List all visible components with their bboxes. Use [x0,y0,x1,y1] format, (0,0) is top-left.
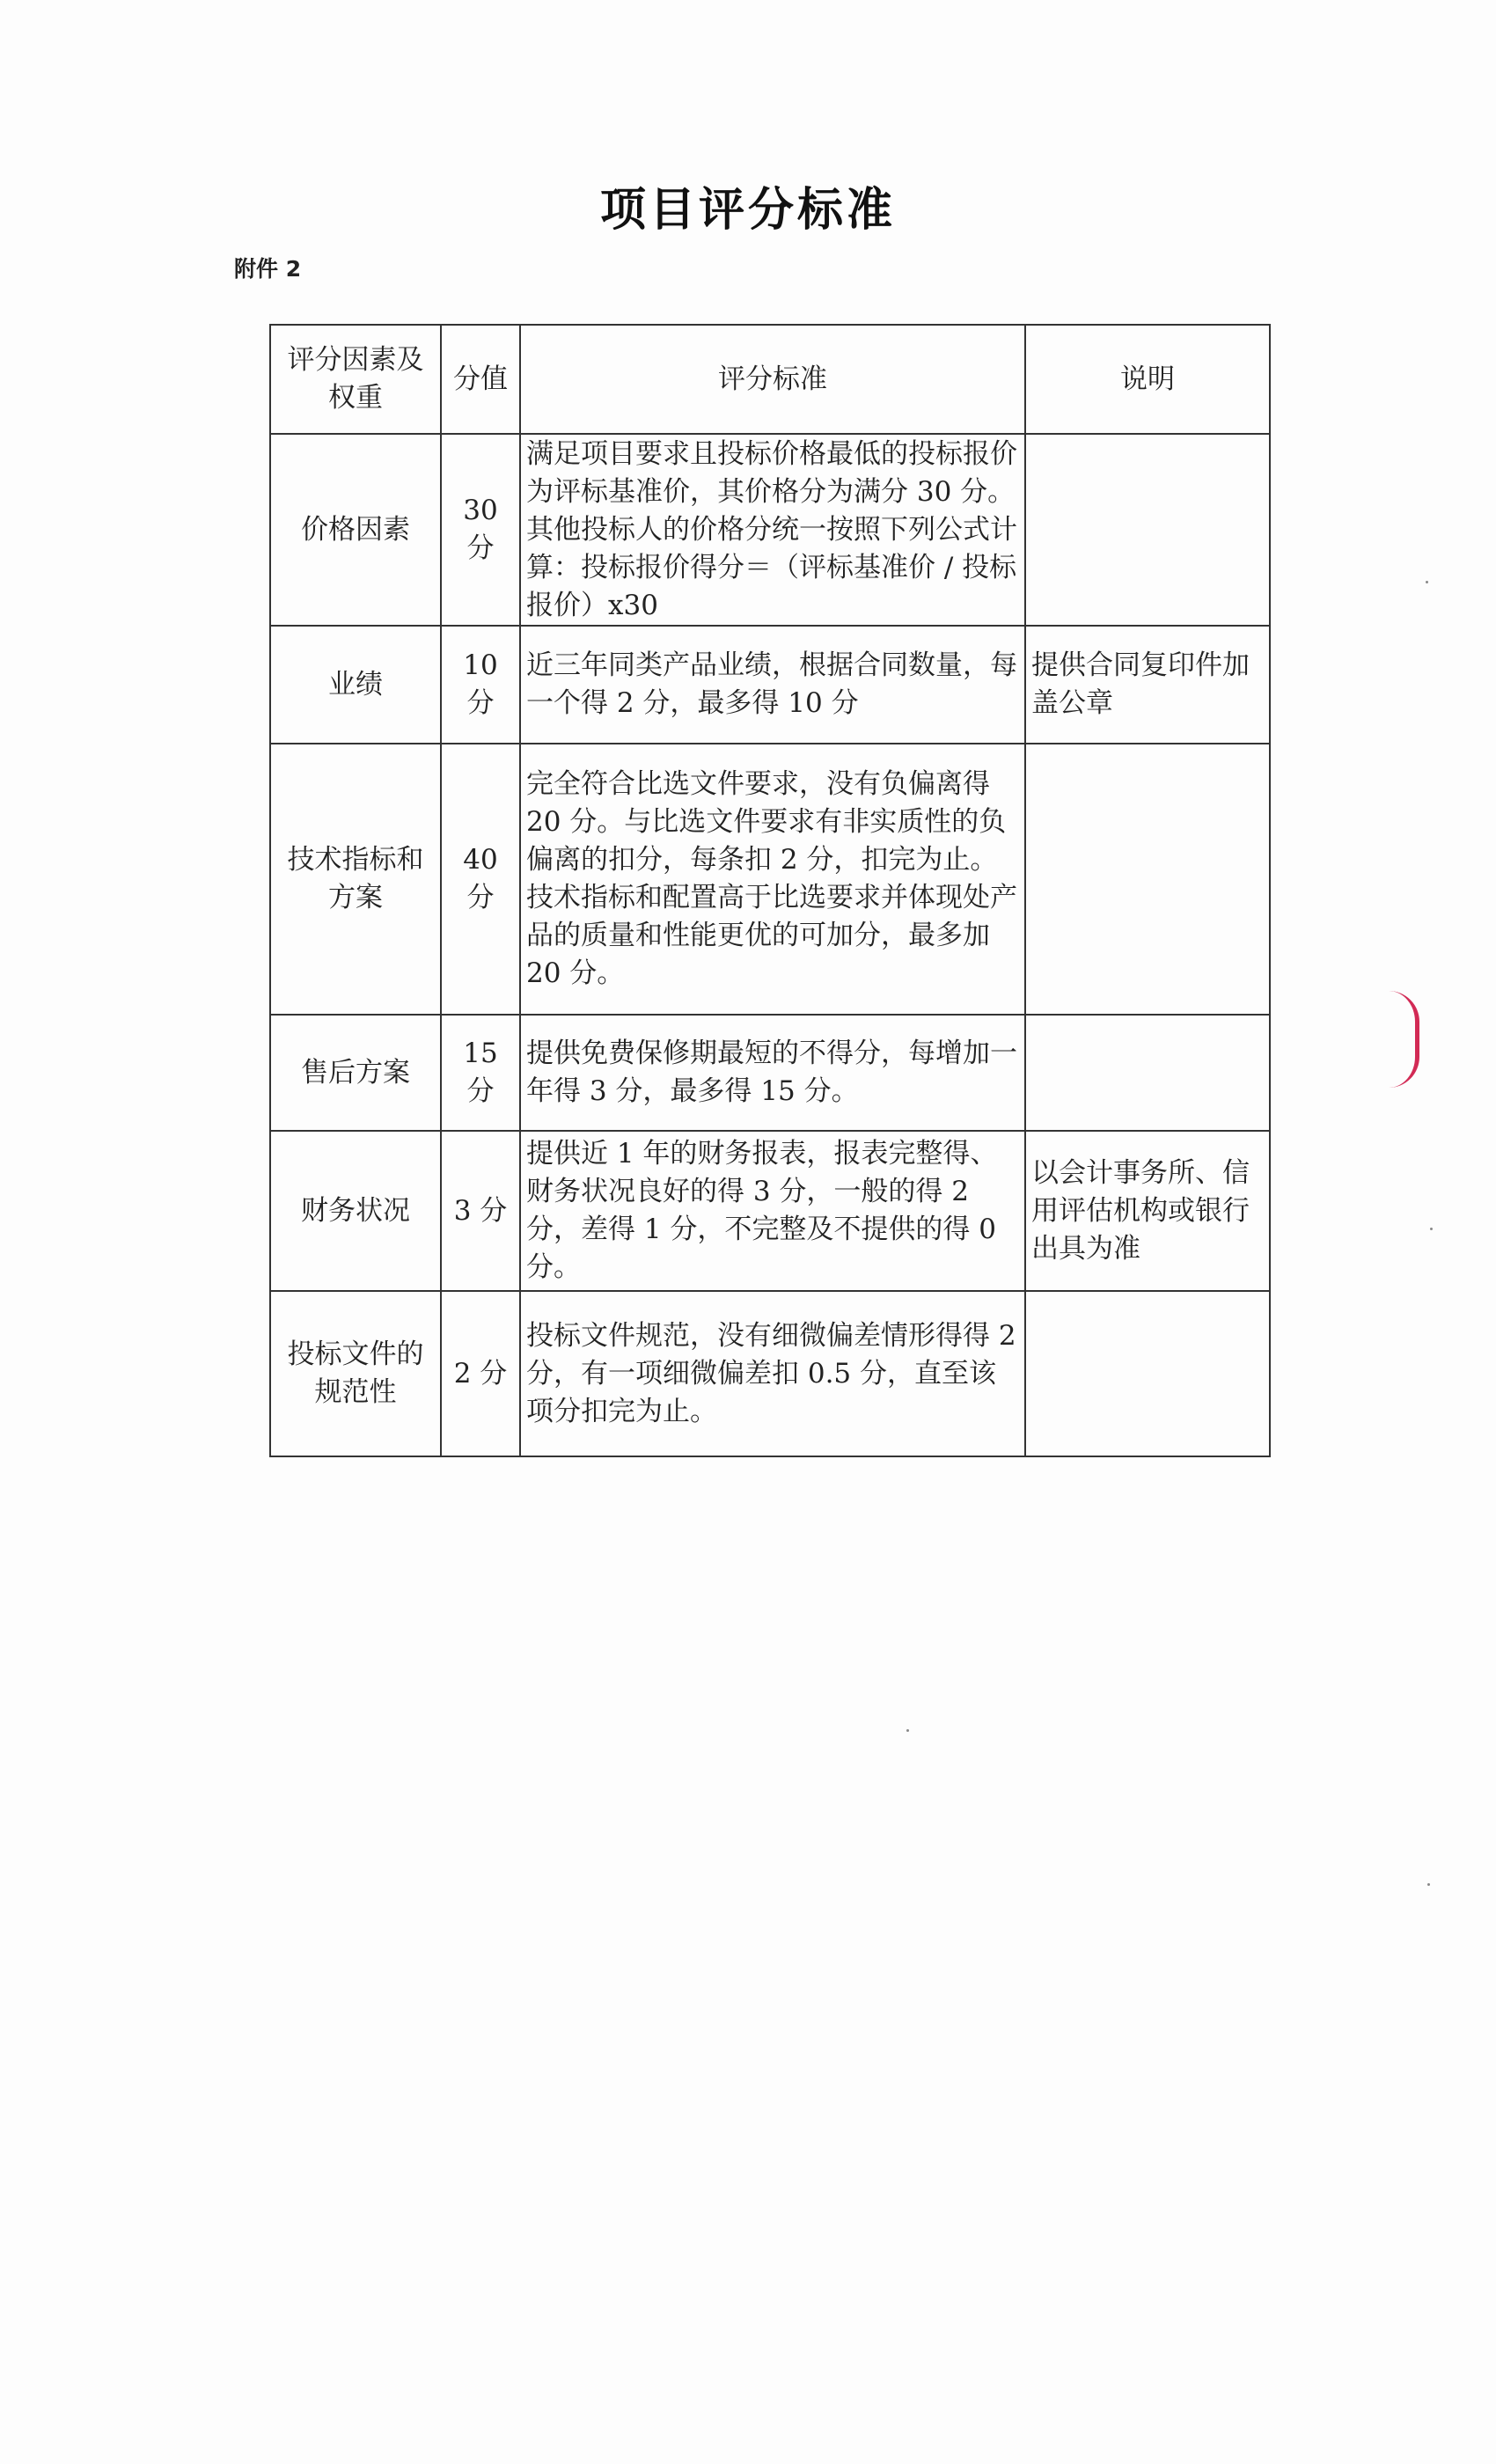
factor-cell: 财务状况 [270,1131,441,1291]
table-row [270,434,1270,626]
scan-speck [1427,1883,1430,1886]
note-cell [1025,1015,1270,1131]
red-seal-edge-mark [1389,991,1419,1088]
score-cell: 3 分 [441,1131,520,1291]
score-cell: 30 分 [441,434,520,626]
scan-speck [906,1729,909,1732]
table-row [270,744,1270,1015]
table-row [270,1015,1270,1131]
factor-cell: 投标文件的规范性 [270,1291,441,1456]
header-factor: 评分因素及权重 [270,325,441,434]
scan-speck [1426,581,1428,583]
criteria-cell: 提供近 1 年的财务报表，报表完整得、财务状况良好的得 3 分，一般的得 2 分，差得 1 分，不完整及不提供的得 0 分。 [520,1131,1025,1291]
header-criteria: 评分标准 [520,325,1025,434]
criteria-cell: 完全符合比选文件要求，没有负偏离得 20 分。与比选文件要求有非实质性的负偏离的扣分，每条扣 2 分，扣完为止。技术指标和配置高于比选要求并体现处产品的质量和性能更优的可加分，最多加 20 分。 [520,744,1025,1015]
table-row [270,1131,1270,1291]
criteria-cell: 投标文件规范，没有细微偏差情形得得 2 分，有一项细微偏差扣 0.5 分，直至该项分扣完为止。 [520,1291,1025,1456]
criteria-cell: 近三年同类产品业绩，根据合同数量，每一个得 2 分，最多得 10 分 [520,626,1025,744]
score-cell: 40 分 [441,744,520,1015]
header-note: 说明 [1025,325,1270,434]
factor-cell: 售后方案 [270,1015,441,1131]
scan-speck [1430,1228,1433,1230]
score-cell: 10 分 [441,626,520,744]
scoring-criteria-table [269,324,1271,1457]
header-score: 分值 [441,325,520,434]
attachment-label: 附件 2 [234,256,302,282]
factor-cell: 技术指标和方案 [270,744,441,1015]
score-cell: 2 分 [441,1291,520,1456]
note-cell [1025,434,1270,626]
table-row [270,626,1270,744]
note-cell: 提供合同复印件加盖公章 [1025,626,1270,744]
factor-cell: 业绩 [270,626,441,744]
page-title: 项目评分标准 [599,184,896,237]
note-cell [1025,1291,1270,1456]
table-row [270,1291,1270,1456]
table-header-row [270,325,1270,434]
note-cell [1025,744,1270,1015]
factor-cell: 价格因素 [270,434,441,626]
criteria-cell: 满足项目要求且投标价格最低的投标报价为评标基准价，其价格分为满分 30 分。其他投标人的价格分统一按照下列公式计算：投标报价得分＝（评标基准价 / 投标报价）x30 [520,434,1025,626]
criteria-cell: 提供免费保修期最短的不得分，每增加一年得 3 分，最多得 15 分。 [520,1015,1025,1131]
score-cell: 15 分 [441,1015,520,1131]
note-cell: 以会计事务所、信用评估机构或银行出具为准 [1025,1131,1270,1291]
